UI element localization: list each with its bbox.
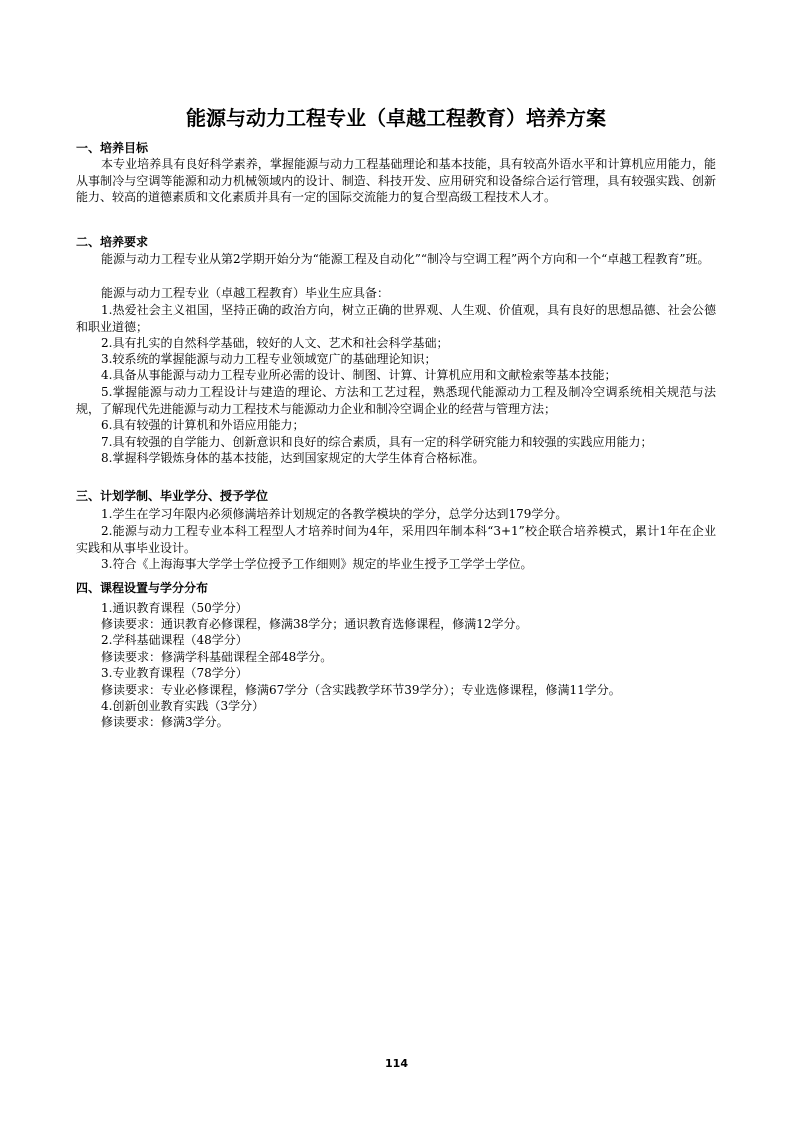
requirement-item: 5.掌握能源与动力工程设计与建造的理论、方法和工艺过程，熟悉现代能源动力工程及制冷空调系统相关规范与法规，了解现代先进能源与动力工程技术与能源动力企业和制冷空调企业的经营与管理方法；: [76, 385, 716, 416]
goals-paragraph: 本专业培养具有良好科学素养，掌握能源与动力工程基础理论和基本技能，具有较高外语水平和计算机应用能力，能从事制冷与空调等能源和动力机械领域内的设计、制造、科技开发、应用研究和设备综合运行管理，具有较强实践、创新能力、较高的道德素质和文化素质并具有一定的国际交流能力的复合型高级工程技术人才。: [76, 157, 716, 204]
requirement-item: 1.热爱社会主义祖国，坚持正确的政治方向，树立正确的世界观、人生观、价值观，具有良好的思想品德、社会公德和职业道德；: [76, 303, 716, 334]
requirements-lead: 能源与动力工程专业（卓越工程教育）毕业生应具备：: [101, 286, 390, 300]
requirement-item: 6.具有较强的计算机和外语应用能力；: [101, 418, 305, 432]
curriculum-line: 1.通识教育课程（50学分）: [101, 601, 248, 615]
curriculum-line: 修读要求：通识教育必修课程，修满38学分；通识教育选修课程，修满12学分。: [101, 617, 528, 631]
requirement-item: 3.较系统的掌握能源与动力工程专业领域宽广的基础理论知识；: [101, 352, 437, 366]
requirement-item: 8.掌握科学锻炼身体的基本技能，达到国家规定的大学生体育合格标准。: [101, 451, 485, 465]
curriculum-line: 2.学科基础课程（48学分）: [101, 633, 248, 647]
duration-item: 3.符合《上海海事大学学士学位授予工作细则》规定的毕业生授予工学学士学位。: [101, 557, 533, 571]
curriculum-line: 修读要求：专业必修课程，修满67学分（含实践教学环节39学分）；专业选修课程，修满11学分。: [101, 683, 621, 697]
curriculum-line: 3.专业教育课程（78学分）: [101, 666, 248, 680]
requirement-item: 4.具备从事能源与动力工程专业所必需的设计、制图、计算、计算机应用和文献检索等基本技能；: [101, 368, 617, 382]
section-heading-curriculum: 四、课程设置与学分分布: [76, 581, 209, 595]
requirements-intro: 能源与动力工程专业从第2学期开始分为“能源工程及自动化”“制冷与空调工程”两个方向和一个“卓越工程教育”班。: [101, 252, 710, 266]
page-number: 114: [385, 1057, 408, 1070]
curriculum-line: 4.创新创业教育实践（3学分）: [101, 699, 265, 713]
section-heading-requirements: 二、培养要求: [76, 235, 149, 249]
requirement-item: 7.具有较强的自学能力、创新意识和良好的综合素质，具有一定的科学研究能力和较强的实践应用能力；: [101, 435, 653, 449]
page-title: 能源与动力工程专业（卓越工程教育）培养方案: [186, 106, 606, 130]
duration-item: 1.学生在学习年限内必须修满培养计划规定的各教学模块的学分，总学分达到179学分。: [101, 507, 568, 521]
duration-item: 2.能源与动力工程专业本科工程型人才培养时间为4年，采用四年制本科“3+1”校企联合培养模式，累计1年在企业实践和从事毕业设计。: [76, 524, 716, 555]
curriculum-line: 修读要求：修满学科基础课程全部48学分。: [101, 650, 333, 664]
requirement-item: 2.具有扎实的自然科学基础，较好的人文、艺术和社会科学基础；: [101, 336, 449, 350]
section-heading-duration-credits-degree: 三、计划学制、毕业学分、授予学位: [76, 489, 269, 503]
section-heading-goals: 一、培养目标: [76, 141, 149, 155]
curriculum-line: 修读要求：修满3学分。: [101, 715, 229, 729]
